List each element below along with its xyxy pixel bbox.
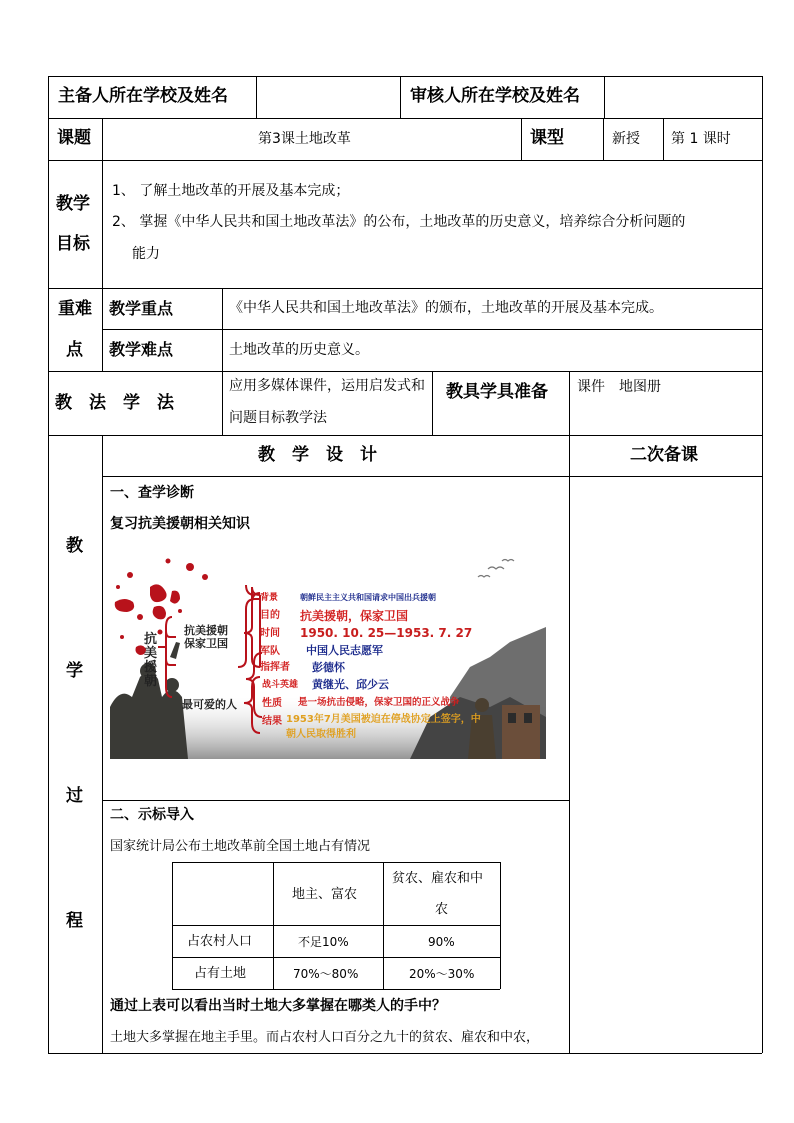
topic-label: 课题 [57,128,91,148]
mindmap-row-label: 军队 [260,646,280,657]
mindmap-row-label: 结果 [262,716,282,727]
mindmap-row-value: 1953年7月美国被迫在停战协定上签字，中 [286,714,481,725]
methods-label: 教 法 学 法 [55,393,174,413]
lesson-type-value: 新授 [612,131,640,147]
key-points-label-1: 重难 [58,299,92,319]
table-rule [48,160,762,161]
table-rule [102,118,103,371]
key-points-label-2: 点 [66,340,83,360]
goal-item-1: 1、 了解土地改革的开展及基本完成； [112,183,350,199]
stats-cell: 70%～80% [293,967,359,981]
table-rule [569,435,570,1053]
table-rule [102,435,103,1053]
stats-cell: 90% [428,935,455,949]
stats-table-rule [273,862,274,989]
table-rule [48,435,762,436]
stats-table-rule [172,989,500,990]
mindmap-row-label: 目的 [260,610,280,621]
stats-table-rule [172,862,500,863]
goals-label-2: 目标 [56,234,90,254]
design-header: 教 学 设 计 [258,445,377,465]
process-char-4: 程 [66,911,83,931]
mindmap-row-label: 战斗英雄 [262,680,299,690]
mindmap-row-value: 抗美援朝，保家卫国 [300,609,409,623]
mindmap-branch2: 最可爱的人 [182,698,237,711]
birds [478,560,514,578]
stats-col-header: 地主、富农 [292,887,358,902]
mindmap-result-line2: 朝人民取得胜利 [286,729,356,740]
materials-label: 教具学具准备 [446,382,548,402]
mindmap-title-char: 美 [144,646,158,661]
mindmap-row-label: 时间 [260,628,280,639]
stats-row-label: 占农村人口 [187,934,253,949]
goals-label-1: 教学 [56,194,90,214]
goal-item-2: 2、 掌握《中华人民共和国土地改革法》的公布，土地改革的历史意义，培养综合分析问题的 [112,214,686,230]
lesson-period: 第 1 课时 [671,131,731,147]
table-rule [102,476,762,477]
mindmap-main-title [144,633,158,689]
stats-col-header-line2: 农 [435,902,449,917]
table-rule [400,76,401,118]
process-char-1: 教 [66,536,83,556]
section1-title: 一、查学诊断 [110,485,194,501]
lesson-type-label: 课型 [530,128,564,148]
mindmap-title-char: 抗 [144,632,158,647]
preparer-label: 主备人所在学校及姓名 [58,86,228,106]
key-difficulty-value: 土地改革的历史意义。 [229,342,369,358]
reviewer-label: 审核人所在学校及姓名 [410,86,580,106]
mindmap-row-label: 指挥者 [260,662,290,673]
table-rule [48,288,762,289]
stats-row-label: 占有土地 [194,966,247,981]
stats-table-rule [500,862,501,989]
table-border-top [48,76,762,77]
table-rule [663,118,664,160]
stats-table-rule [172,925,500,926]
table-rule [222,288,223,435]
mindmap-row-value: 中国人民志愿军 [306,644,383,657]
table-rule [603,118,604,160]
key-focus-value: 《中华人民共和国土地改革法》的颁布，土地改革的开展及基本完成。 [229,300,663,316]
stats-table-rule [172,957,500,958]
stats-cell: 20%～30% [409,967,475,981]
process-char-3: 过 [66,786,83,806]
table-rule [604,76,605,118]
mindmap-row-value: 朝鲜民主主义共和国请求中国出兵援朝 [300,593,436,602]
methods-value-line1: 应用多媒体课件，运用启发式和 [229,378,425,394]
mindmap-row-label: 性质 [262,698,282,709]
stats-cell: 不足10% [298,935,349,949]
table-rule [48,371,762,372]
mindmap-title-char: 朝 [144,674,158,689]
methods-value-line2: 问题目标教学法 [229,410,327,426]
korean-war-mindmap [110,547,546,759]
table-border-right [762,76,763,1053]
table-border-left [48,76,49,1053]
section2-title: 二、示标导入 [110,807,194,823]
process-char-2: 学 [66,661,83,681]
table-rule [102,800,570,801]
table-rule [48,118,762,119]
topic-value: 第3课土地改革 [258,131,351,147]
table-rule [102,329,762,330]
mindmap-row-label: 背景 [260,593,279,603]
table-rule [521,118,522,160]
stats-col-header-line1: 贫农、雇农和中 [392,871,484,886]
mindmap-branch1-line1: 抗美援朝 [184,624,228,637]
table-rule [569,371,570,435]
table-rule [256,76,257,118]
mindmap-row-value: 黄继光、邱少云 [312,678,389,691]
stats-table-rule [172,862,173,989]
mindmap-branch1-line2: 保家卫国 [184,637,228,650]
mindmap-title-char: 援 [144,660,158,675]
key-difficulty-label: 教学难点 [109,340,174,359]
materials-value: 课件 地图册 [577,379,661,395]
second-prep-header: 二次备课 [630,445,698,465]
table-border-bottom [48,1053,762,1054]
stats-table-rule [383,862,384,989]
stats-caption: 国家统计局公布土地改革前全国土地占有情况 [110,839,371,854]
table-rule [432,371,433,435]
discussion-answer: 土地大多掌握在地主手里。而占农村人口百分之九十的贫农、雇农和中农， [110,1030,540,1045]
discussion-question: 通过上表可以看出当时土地大多掌握在哪类人的手中？ [110,998,446,1014]
section1-subtitle: 复习抗美援朝相关知识 [110,516,250,532]
goal-item-2-cont: 能力 [132,246,160,262]
key-focus-label: 教学重点 [109,299,174,318]
mindmap-row-value: 1950. 10. 25—1953. 7. 27 [300,626,473,640]
mindmap-row-value: 是一场抗击侵略，保家卫国的正义战争 [298,697,460,708]
mindmap-row-value: 彭德怀 [312,661,345,674]
